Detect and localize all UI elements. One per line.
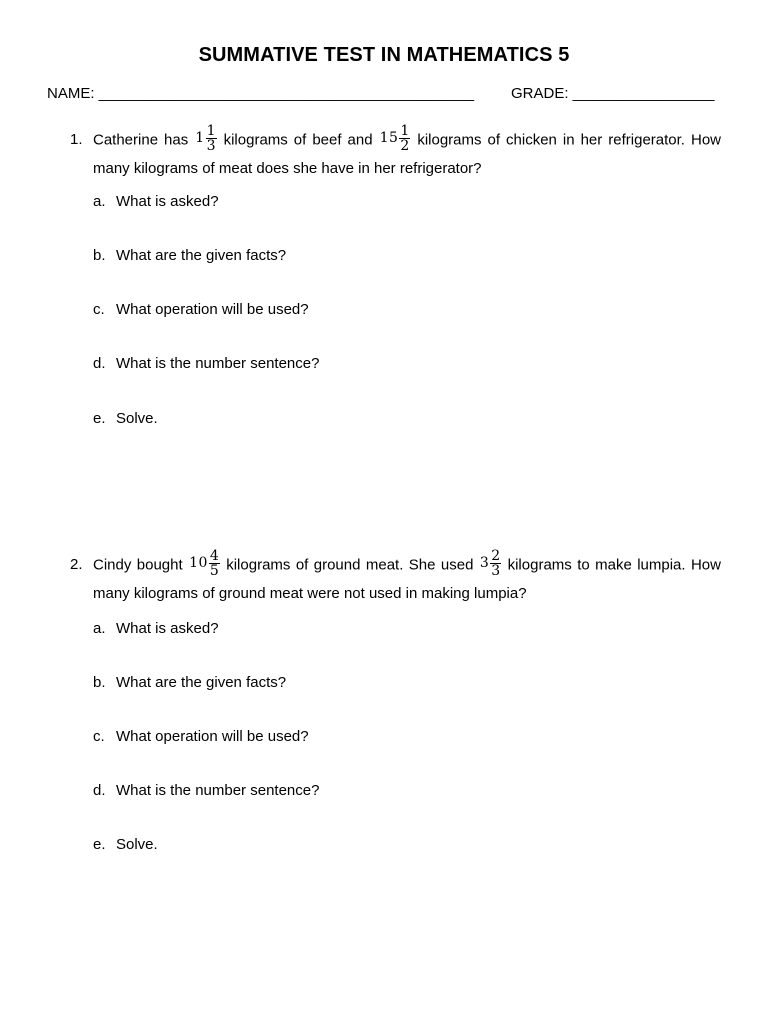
fraction-whole: 1 [195, 130, 205, 146]
grade-field[interactable]: GRADE: _________________ [511, 85, 715, 102]
fraction-numerator: 2 [491, 548, 501, 564]
question-text: Cindy bought [93, 556, 189, 574]
page-title: SUMMATIVE TEST IN MATHEMATICS 5 [198, 44, 570, 66]
sub-letter: b. [93, 247, 106, 264]
fraction-whole: 10 [189, 555, 208, 571]
question-text: Catherine has [93, 131, 195, 149]
sub-letter: d. [93, 782, 106, 799]
fraction-whole: 3 [479, 555, 490, 571]
name-field[interactable]: NAME: _____________________________________________ [47, 85, 475, 102]
sub-question [93, 836, 158, 853]
sub-text: What are the given facts? [116, 247, 287, 264]
sub-question [93, 410, 158, 427]
question-text: kilograms of chicken in her refrigerator. How many kilograms of meat does she have in her refrigerator? [93, 131, 721, 177]
sub-question [93, 355, 319, 372]
sub-letter: b. [93, 674, 106, 691]
mixed-fraction [189, 549, 220, 578]
sub-letter: e. [93, 410, 106, 427]
sub-letter: c. [93, 301, 105, 318]
fraction-denominator: 3 [491, 563, 501, 579]
sub-letter: d. [93, 355, 106, 372]
sub-question [93, 782, 319, 799]
fraction-numerator: 1 [400, 123, 410, 139]
sub-question [93, 247, 286, 264]
mixed-fraction [480, 549, 501, 578]
question-2 [70, 548, 721, 607]
mixed-fraction [195, 124, 216, 153]
sub-question [93, 301, 309, 318]
question-number: 2. [70, 556, 83, 573]
sub-question [93, 728, 309, 745]
sub-text: What operation will be used? [116, 728, 309, 745]
fraction-numerator: 4 [209, 548, 219, 564]
fraction-denominator: 5 [209, 563, 219, 579]
mixed-fraction [380, 124, 411, 153]
sub-question [93, 193, 219, 210]
sub-text: What are the given facts? [116, 674, 287, 691]
fraction-denominator: 3 [206, 138, 216, 154]
sub-text: What operation will be used? [116, 301, 309, 318]
question-text: kilograms of ground meat. She used [220, 556, 479, 574]
question-number: 1. [70, 131, 83, 148]
sub-text: Solve. [116, 410, 158, 427]
sub-letter: e. [93, 836, 106, 853]
sub-text: What is the number sentence? [116, 355, 320, 372]
question-text: kilograms of beef and [217, 131, 379, 149]
sub-letter: c. [93, 728, 105, 745]
fraction-whole: 15 [379, 130, 399, 146]
sub-letter: a. [93, 193, 106, 210]
sub-question [93, 674, 286, 691]
sub-text: What is the number sentence? [116, 782, 320, 799]
sub-letter: a. [93, 620, 106, 637]
sub-text: What is asked? [116, 193, 219, 210]
question-1 [70, 123, 721, 182]
sub-question [93, 620, 219, 637]
fraction-denominator: 2 [400, 138, 410, 154]
sub-text: What is asked? [116, 620, 219, 637]
fraction-numerator: 1 [206, 123, 216, 139]
question-text: kilograms to make lumpia. How many kilograms of ground meat were not used in making lumpia? [93, 556, 721, 602]
sub-text: Solve. [116, 836, 158, 853]
